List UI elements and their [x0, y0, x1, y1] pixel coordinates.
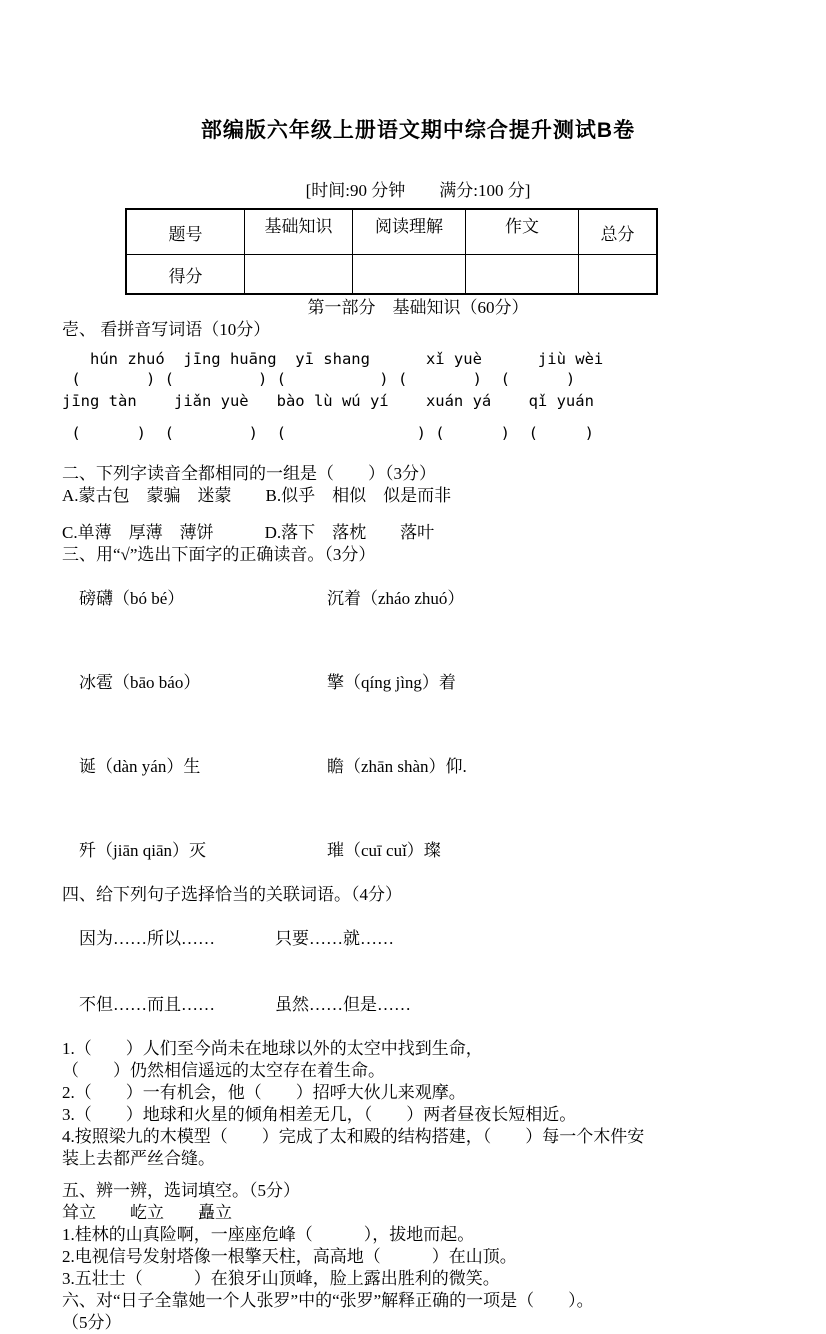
page-title: 部编版六年级上册语文期中综合提升测试B卷	[200, 119, 636, 142]
section5-heading: 五、辨一辨，选词填空。（5分）	[62, 1181, 300, 1200]
section4-item-4-cont: 装上去都严丝合缝。	[62, 1149, 215, 1168]
header-cell-question-number: 题号	[126, 209, 245, 255]
section5-item-3: 3.五壮士（ ）在狼牙山顶峰，脸上露出胜利的微笑。	[62, 1269, 500, 1288]
pronunciation-item: 沉着（zháo zhuó）	[327, 589, 465, 608]
pronunciation-item: 擎（qíng jìng）着	[327, 673, 456, 692]
section4-connective-row	[62, 906, 774, 972]
pronunciation-item: 璀（cuī cuǐ）璨	[327, 841, 441, 860]
section4-item-1: 1.（ ）人们至今尚未在地球以外的太空中找到生命，	[62, 1039, 483, 1058]
score-row-label: 得分	[126, 255, 245, 295]
pronunciation-item: 磅礴（bó bé）	[79, 589, 185, 608]
section4-item-3: 3.（ ）地球和火星的倾角相差无几，（ ）两者昼夜长短相近。	[62, 1105, 577, 1124]
connective-pair: 不但……而且……	[79, 995, 215, 1014]
section3-row	[62, 650, 774, 716]
section3-heading: 三、用“√”选出下面字的正确读音。（3分）	[62, 545, 376, 564]
section2-heading: 二、下列字读音全都相同的一组是（ ）（3分）	[62, 464, 436, 483]
section4-connective-row	[62, 972, 774, 1038]
section6-score-note: （5分）	[62, 1313, 122, 1332]
section5-word-bank: 耸立 屹立 矗立	[62, 1203, 232, 1222]
header-cell-reading: 阅读理解	[353, 209, 466, 255]
pronunciation-item: 冰雹（bāo báo）	[79, 673, 201, 692]
section1-heading: 壱、 看拼音写词语（10分）	[62, 320, 271, 339]
pronunciation-item: 诞（dàn yán）生	[79, 757, 201, 776]
section5-item-2: 2.电视信号发射塔像一根擎天柱，高高地（ ）在山顶。	[62, 1247, 517, 1266]
score-table-score-row	[126, 255, 657, 295]
section6-heading: 六、对“日子全靠她一个人张罗”中的“张罗”解释正确的一项是（ ）。	[62, 1291, 594, 1310]
header-cell-composition: 作文	[466, 209, 579, 255]
score-cell	[579, 255, 658, 295]
section4-item-4: 4.按照梁九的木模型（ ）完成了太和殿的结构搭建，（ ）每一个木件安	[62, 1127, 645, 1146]
section1-answer-brackets-row1: ( ) ( ) ( ) ( ) ( )	[62, 370, 576, 388]
score-cell	[353, 255, 466, 295]
score-cell	[466, 255, 579, 295]
section3-row	[62, 818, 774, 884]
pronunciation-item: 歼（jiān qiān）灭	[79, 841, 207, 860]
section4-item-2: 2.（ ）一有机会，他（ ）招呼大伙儿来观摩。	[62, 1083, 466, 1102]
section3-row	[62, 734, 774, 800]
pronunciation-item: 瞻（zhān shàn）仰.	[327, 757, 467, 776]
score-table-header-row	[126, 209, 657, 255]
section2-options-ab: A.蒙古包 蒙骗 迷蒙 B.似乎 相似 似是而非	[62, 486, 452, 505]
connective-pair: 虽然……但是……	[275, 995, 411, 1014]
part1-heading: 第一部分 基础知识（60分）	[307, 298, 529, 317]
exam-info: [时间:90 分钟 满分:100 分]	[305, 181, 531, 200]
section1-pinyin-row2: jīng tàn jiǎn yuè bào lù wú yí xuán yá qǐ yuán	[62, 392, 594, 410]
section2-options-cd: C.单薄 厚薄 薄饼 D.落下 落枕 落叶	[62, 523, 435, 542]
section1-pinyin-row1: hún zhuó jīng huāng yī shang xǐ yuè jiù wèi	[62, 350, 604, 368]
section4-heading: 四、给下列句子选择恰当的关联词语。（4分）	[62, 885, 402, 904]
section5-item-1: 1.桂林的山真险啊，一座座危峰（ ），拔地而起。	[62, 1225, 475, 1244]
header-cell-basic-knowledge: 基础知识	[245, 209, 353, 255]
connective-pair: 只要……就……	[275, 929, 394, 948]
header-cell-total: 总分	[579, 209, 658, 255]
score-table	[125, 208, 658, 295]
section4-item-1-cont: （ ）仍然相信遥远的太空存在着生命。	[62, 1061, 385, 1080]
connective-pair: 因为……所以……	[79, 929, 215, 948]
section3-row	[62, 566, 774, 632]
section1-answer-brackets-row2: ( ) ( ) ( ) ( ) ( )	[62, 424, 594, 442]
score-cell	[245, 255, 353, 295]
